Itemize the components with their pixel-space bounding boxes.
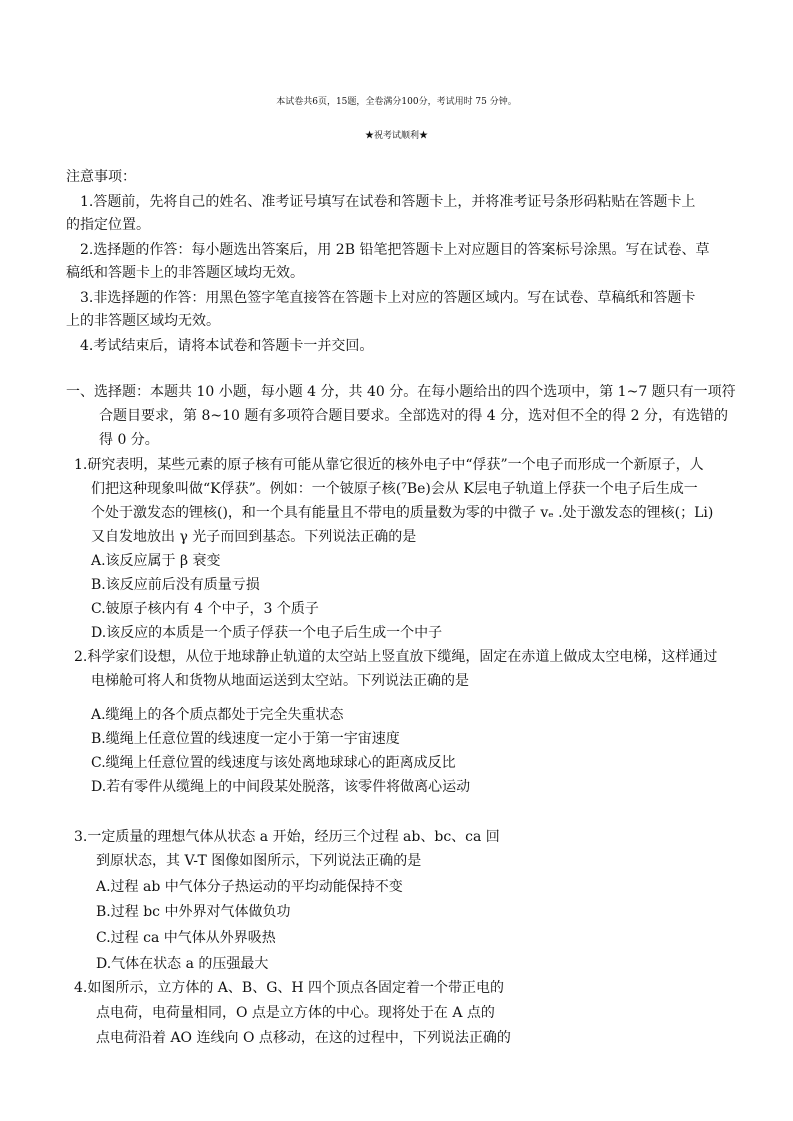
notice-item-2-cont: 稿纸和答题卡上的非答题区域均无效。	[66, 265, 304, 281]
notice-item-3-cont: 上的非答题区域均无效。	[66, 313, 220, 329]
section-heading: 一、选择题：本题共 10 小题，每小题 4 分，共 40 分。在每小题给出的四个选项中，第 1~7 题只有一项符	[66, 384, 736, 400]
question-3-option-c: C.过程 ca 中气体从外界吸热	[96, 930, 276, 946]
section-heading-cont-1: 合题目要求，第 8~10 题有多项符合题目要求。全部选对的得 4 分，选对但不全的得 2 分，有选错的	[99, 408, 728, 424]
notice-item-4: 4.考试结束后，请将本试卷和答题卡一并交回。	[80, 338, 374, 354]
question-1-stem-2: 们把这种现象叫做“K俘获”。例如：一个铍原子核(⁷Be)会从 K层电子轨道上俘获一个电子后生成一	[91, 481, 698, 497]
question-2-option-b: B.缆绳上任意位置的线速度一定小于第一宇宙速度	[91, 731, 400, 747]
notice-item-3: 3.非选择题的作答：用黑色签字笔直接答在答题卡上对应的答题区域内。写在试卷、草稿纸和答题卡	[80, 290, 696, 306]
notice-item-1: 1.答题前，先将自己的姓名、准考证号填写在试卷和答题卡上，并将准考证号条形码粘贴在答题卡上	[80, 194, 696, 210]
question-4-stem: 4.如图所示，立方体的 A、B、G、H 四个顶点各固定着一个带正电的	[74, 980, 505, 996]
question-1-stem-3: 个处于激发态的锂核()，和一个具有能量且不带电的质量数为零的中微子 vₑ .处于激发态的锂核(；Li)	[91, 505, 714, 521]
exam-info: 本试卷共6页，15题，全卷满分100分，考试用时 75 分钟。	[276, 97, 517, 107]
question-2-option-d: D.若有零件从缆绳上的中间段某处脱落，该零件将做离心运动	[91, 779, 471, 795]
question-1-option-c: C.铍原子核内有 4 个中子，3 个质子	[91, 601, 319, 617]
question-1-option-b: B.该反应前后没有质量亏损	[91, 577, 260, 593]
question-4-stem-2: 点电荷，电荷量相同，O 点是立方体的中心。现将处于在 A 点的	[96, 1005, 495, 1021]
question-1-stem: 1.研究表明，某些元素的原子核有可能从靠它很近的核外电子中“俘获”一个电子而形成一个新原子，人	[74, 457, 704, 473]
question-3-stem-2: 到原状态，其 V-T 图像如图所示，下列说法正确的是	[96, 853, 422, 869]
section-heading-cont-2: 得 0 分。	[99, 432, 159, 448]
notice-title: 注意事项：	[66, 169, 136, 185]
question-3-stem: 3.一定质量的理想气体从状态 a 开始，经历三个过程 ab、bc、ca 回	[74, 829, 500, 845]
good-luck-line: ★祝考试顺利★	[364, 131, 428, 141]
question-3-option-a: A.过程 ab 中气体分子热运动的平均动能保持不变	[96, 879, 403, 895]
question-2-option-a: A.缆绳上的各个质点都处于完全失重状态	[91, 707, 344, 723]
notice-item-1-cont: 的指定位置。	[66, 217, 150, 233]
question-3-option-b: B.过程 bc 中外界对气体做负功	[96, 904, 291, 920]
question-1-option-d: D.该反应的本质是一个质子俘获一个电子后生成一个中子	[91, 625, 443, 641]
question-3-option-d: D.气体在状态 a 的压强最大	[96, 956, 269, 972]
question-2-option-c: C.缆绳上任意位置的线速度与该处离地球球心的距离成反比	[91, 755, 456, 771]
question-2-stem-2: 电梯舱可将人和货物从地面运送到太空站。下列说法正确的是	[91, 673, 469, 689]
question-1-option-a: A.该反应属于 β 衰变	[91, 553, 221, 569]
notice-item-2: 2.选择题的作答：每小题选出答案后，用 2B 铅笔把答题卡上对应题目的答案标号涂黑。写在试卷、草	[80, 242, 710, 258]
question-2-stem: 2.科学家们设想，从位于地球静止轨道的太空站上竖直放下缆绳，固定在赤道上做成太空电梯，这样通过	[74, 649, 718, 665]
question-4-stem-3: 点电荷沿着 AO 连线向 O 点移动，在这的过程中，下列说法正确的	[96, 1030, 511, 1046]
question-1-stem-4: 又自发地放出 γ 光子而回到基态。下列说法正确的是	[91, 529, 417, 545]
